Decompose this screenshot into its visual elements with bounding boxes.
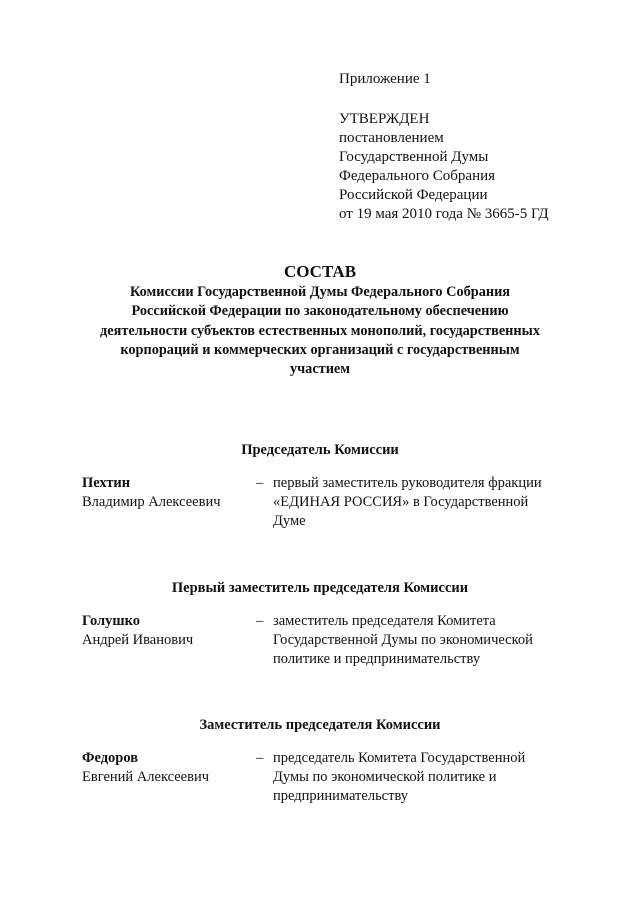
role-line: заместитель председателя Комитета	[273, 613, 496, 629]
member-name	[82, 612, 252, 650]
role-line: председатель Комитета Государственной	[273, 750, 526, 766]
member-given-name: Андрей Иванович	[82, 632, 194, 648]
role-line: Государственной Думы по экономической	[273, 632, 533, 648]
role-line: предпринимательству	[273, 788, 409, 804]
title-line: корпораций и коммерческих организаций с государственным	[120, 341, 520, 358]
title-line: Комиссии Государственной Думы Федерального Собрания	[129, 284, 511, 300]
title-line: деятельности субъектов естественных монополий, государственных	[100, 322, 540, 339]
role-line: Думы по экономической политике и	[273, 769, 497, 785]
approval-line: Федерального Собрания	[339, 168, 496, 184]
approval-line: УТВЕРЖДЕН	[339, 111, 430, 127]
title-line: участием	[289, 361, 351, 378]
approval-line: Государственной Думы	[339, 149, 489, 165]
member-dash: –	[256, 475, 264, 491]
section-heading-deputy: Заместитель председателя Комиссии	[199, 717, 441, 733]
role-line: Думе	[273, 513, 306, 529]
member-name	[82, 474, 252, 512]
member-role	[273, 612, 573, 669]
member-surname: Федоров	[82, 750, 139, 766]
role-line: «ЕДИНАЯ РОССИЯ» в Государственной	[273, 494, 529, 510]
appendix-label: Приложение 1	[339, 71, 431, 87]
member-role	[273, 749, 573, 806]
member-surname: Пехтин	[82, 475, 131, 491]
document-title: СОСТАВ	[283, 262, 357, 281]
member-given-name: Евгений Алексеевич	[82, 769, 210, 785]
approval-line: постановлением	[339, 130, 444, 146]
approval-line: Российской Федерации	[339, 187, 488, 203]
member-role	[273, 474, 573, 531]
role-line: политике и предпринимательству	[273, 651, 481, 667]
section-heading-chairman: Председатель Комиссии	[241, 442, 399, 458]
document-title-block	[60, 262, 580, 379]
role-line: первый заместитель руководителя фракции	[273, 475, 542, 491]
member-name	[82, 749, 252, 787]
member-given-name: Владимир Алексеевич	[82, 494, 221, 510]
title-line: Российской Федерации по законодательному обеспечению	[131, 303, 509, 320]
approval-line: от 19 мая 2010 года № 3665-5 ГД	[339, 206, 549, 222]
member-surname: Голушко	[82, 613, 141, 629]
member-dash: –	[256, 613, 264, 629]
member-dash: –	[256, 750, 264, 766]
section-heading-first-deputy: Первый заместитель председателя Комиссии	[171, 580, 469, 596]
approval-stamp	[339, 70, 609, 224]
